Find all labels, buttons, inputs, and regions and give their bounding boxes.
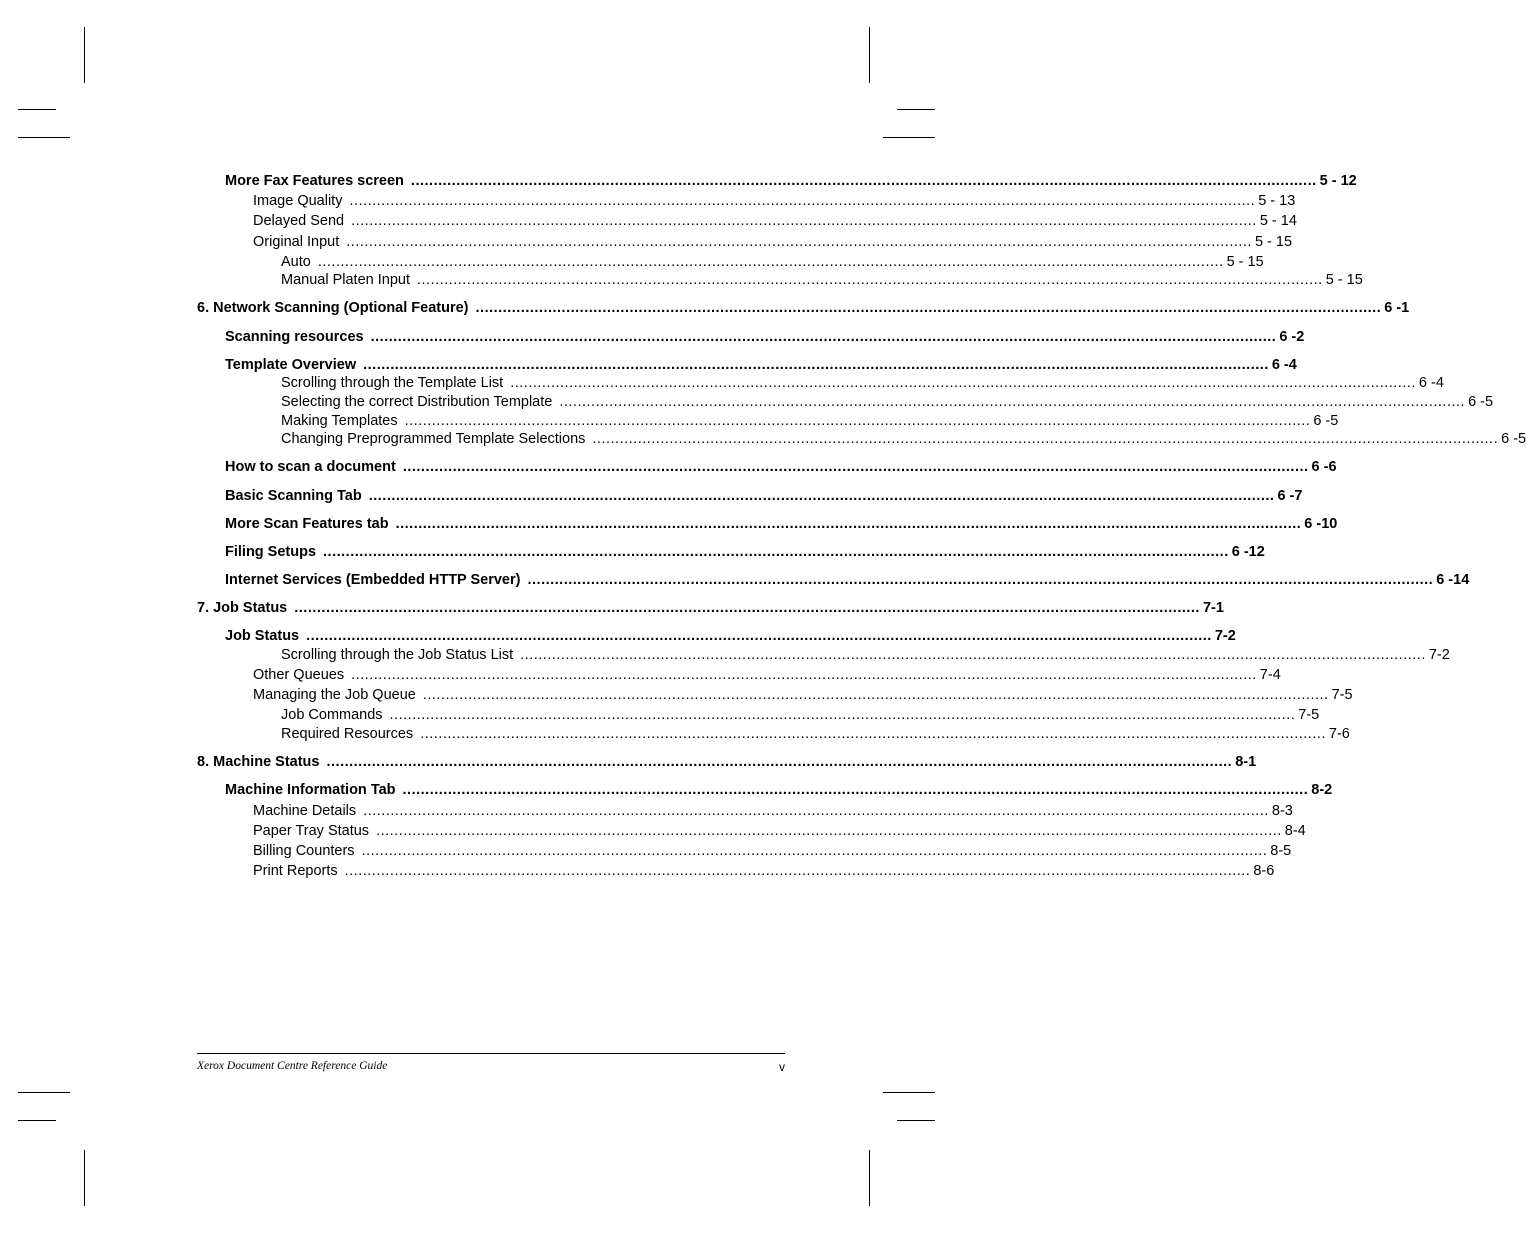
toc-entry-title: More Scan Features tab [225, 516, 389, 532]
toc-entry-title: Scanning resources [225, 329, 364, 345]
toc-entry-page: 5 - 13 [1258, 193, 1296, 209]
toc-entry[interactable] [253, 822, 1306, 840]
toc-entry[interactable] [253, 233, 1293, 251]
toc-dot-leader: ........................................................................................................................................................................................................ [527, 572, 1434, 588]
crop-mark [883, 137, 935, 138]
toc-entry-page: 5 - 12 [1319, 173, 1357, 189]
toc-dot-leader: ........................................................................................................................................................................................................ [395, 516, 1302, 532]
toc-entry-title: Filing Setups [225, 544, 317, 560]
toc-entry-page: 7-5 [1298, 707, 1320, 723]
toc-entry[interactable] [225, 487, 1303, 505]
toc-dot-leader: ........................................................................................................................................................................................................ [363, 803, 1269, 819]
toc-entry-title: Original Input [253, 234, 340, 250]
crop-mark [869, 1150, 870, 1206]
toc-dot-leader: ........................................................................................................................................................................................................ [370, 329, 1277, 345]
toc-entry[interactable] [225, 543, 1265, 561]
toc-entry-title: 6. Network Scanning (Optional Feature) [197, 300, 469, 316]
toc-entry[interactable] [253, 212, 1297, 230]
toc-dot-leader: ........................................................................................................................................................................................................ [416, 272, 1323, 288]
toc-entry[interactable] [225, 571, 1470, 589]
crop-mark [18, 1120, 56, 1121]
toc-entry-title: How to scan a document [225, 459, 396, 475]
crop-mark [869, 27, 870, 83]
toc-entry[interactable] [281, 271, 1363, 289]
toc-entry-page: 6 -4 [1418, 375, 1444, 391]
toc-entry-page: 6 -6 [1311, 459, 1337, 475]
toc-dot-leader: ........................................................................................................................................................................................................ [349, 193, 1256, 209]
toc-entry-title: Print Reports [253, 863, 338, 879]
toc-entry[interactable] [281, 725, 1350, 743]
toc-dot-leader: ........................................................................................................................................................................................................ [592, 431, 1499, 447]
toc-entry[interactable] [281, 253, 1264, 271]
toc-dot-leader: ........................................................................................................................................................................................................ [323, 544, 1229, 560]
toc-entry[interactable] [281, 393, 1494, 411]
toc-entry-title: Manual Platen Input [281, 272, 410, 288]
toc-entry-page: 6 -5 [1468, 394, 1494, 410]
toc-dot-leader: ........................................................................................................................................................................................................ [422, 687, 1329, 703]
toc-entry-page: 7-6 [1328, 726, 1350, 742]
toc-entry-title: Paper Tray Status [253, 823, 370, 839]
toc-entry-title: More Fax Features screen [225, 173, 404, 189]
toc-entry[interactable] [197, 599, 1224, 617]
toc-dot-leader: ........................................................................................................................................................................................................ [475, 300, 1382, 316]
toc-dot-leader: ........................................................................................................................................................................................................ [410, 173, 1317, 189]
toc-entry-title: Auto [281, 254, 311, 270]
toc-dot-leader: ........................................................................................................................................................................................................ [520, 647, 1426, 663]
toc-entry-page: 5 - 15 [1226, 254, 1264, 270]
toc-entry[interactable] [225, 627, 1236, 645]
toc-dot-leader: ........................................................................................................................................................................................................ [363, 357, 1269, 373]
toc-entry-page: 6 -10 [1304, 516, 1338, 532]
toc-entry[interactable] [225, 781, 1333, 799]
toc-entry[interactable] [225, 356, 1297, 374]
toc-entry-title: Required Resources [281, 726, 414, 742]
crop-mark [883, 1092, 935, 1093]
toc-dot-leader: ........................................................................................................................................................................................................ [402, 782, 1309, 798]
toc-dot-leader: ........................................................................................................................................................................................................ [368, 488, 1275, 504]
toc-entry-page: 5 - 15 [1254, 234, 1293, 250]
toc-entry[interactable] [225, 172, 1357, 190]
toc-entry-title: Changing Preprogrammed Template Selections [281, 431, 586, 447]
toc-dot-leader: ........................................................................................................................................................................................................ [361, 843, 1268, 859]
toc-entry[interactable] [225, 515, 1338, 533]
toc-entry-page: 5 - 14 [1259, 213, 1297, 229]
toc-entry[interactable] [253, 842, 1292, 860]
toc-entry-page: 7-2 [1214, 628, 1236, 644]
toc-entry[interactable] [253, 666, 1281, 684]
toc-entry-page: 8-6 [1253, 863, 1275, 879]
toc-dot-leader: ........................................................................................................................................................................................................ [376, 823, 1282, 839]
toc-entry-title: Internet Services (Embedded HTTP Server) [225, 572, 521, 588]
toc-entry-page: 6 -5 [1501, 431, 1526, 447]
toc-entry-title: 7. Job Status [197, 600, 288, 616]
footer-title: Xerox Document Centre Reference Guide [197, 1060, 388, 1072]
toc-entry-page: 8-3 [1271, 803, 1293, 819]
crop-mark [84, 27, 85, 83]
toc-dot-leader: ........................................................................................................................................................................................................ [402, 459, 1309, 475]
footer-rule [197, 1053, 785, 1054]
toc-dot-leader: ........................................................................................................................................................................................................ [420, 726, 1326, 742]
toc-entry[interactable] [253, 192, 1296, 210]
toc-entry-page: 6 -2 [1279, 329, 1305, 345]
crop-mark [897, 1120, 935, 1121]
toc-entry-page: 8-2 [1311, 782, 1333, 798]
toc-entry-title: Template Overview [225, 357, 357, 373]
toc-dot-leader: ........................................................................................................................................................................................................ [326, 754, 1233, 770]
toc-dot-leader: ........................................................................................................................................................................................................ [351, 213, 1257, 229]
toc-entry-title: Making Templates [281, 413, 398, 429]
toc-entry[interactable] [225, 458, 1337, 476]
toc-entry-page: 8-5 [1270, 843, 1292, 859]
toc-entry[interactable] [281, 646, 1450, 664]
toc-dot-leader: ........................................................................................................................................................................................................ [404, 413, 1311, 429]
crop-mark [18, 1092, 70, 1093]
toc-entry[interactable] [281, 430, 1526, 448]
toc-entry-page: 5 - 15 [1325, 272, 1363, 288]
toc-dot-leader: ........................................................................................................................................................................................................ [346, 234, 1252, 250]
crop-mark [18, 137, 70, 138]
toc-dot-leader: ........................................................................................................................................................................................................ [344, 863, 1251, 879]
toc-entry-title: Delayed Send [253, 213, 345, 229]
toc-entry-page: 6 -12 [1231, 544, 1265, 560]
toc-entry[interactable] [253, 862, 1275, 880]
toc-entry-page: 6 -7 [1277, 488, 1303, 504]
toc-entry[interactable] [197, 299, 1410, 317]
toc-entry[interactable] [253, 802, 1293, 820]
toc-entry-page: 7-2 [1428, 647, 1450, 663]
toc-entry-page: 8-4 [1284, 823, 1306, 839]
toc-entry[interactable] [197, 753, 1257, 771]
toc-entry-page: 7-5 [1331, 687, 1353, 703]
toc-entry-title: Selecting the correct Distribution Template [281, 394, 553, 410]
toc-entry-title: Basic Scanning Tab [225, 488, 362, 504]
toc-entry-title: Scrolling through the Job Status List [281, 647, 514, 663]
toc-dot-leader: ........................................................................................................................................................................................................ [559, 394, 1466, 410]
toc-entry-title: Scrolling through the Template List [281, 375, 504, 391]
crop-mark [897, 109, 935, 110]
toc-entry-page: 8-1 [1235, 754, 1257, 770]
toc-entry[interactable] [281, 374, 1444, 392]
toc-entry-title: Managing the Job Queue [253, 687, 416, 703]
toc-dot-leader: ........................................................................................................................................................................................................ [317, 254, 1224, 270]
toc-entry[interactable] [225, 328, 1305, 346]
crop-mark [18, 109, 56, 110]
toc-dot-leader: ........................................................................................................................................................................................................ [306, 628, 1212, 644]
crop-mark [84, 1150, 85, 1206]
toc-dot-leader: ........................................................................................................................................................................................................ [294, 600, 1200, 616]
toc-entry-page: 7-1 [1202, 600, 1224, 616]
toc-entry-page: 6 -14 [1436, 572, 1470, 588]
toc-dot-leader: ........................................................................................................................................................................................................ [351, 667, 1257, 683]
toc-entry-title: 8. Machine Status [197, 754, 320, 770]
toc-entry-title: Other Queues [253, 667, 345, 683]
toc-entry-title: Job Status [225, 628, 300, 644]
toc-dot-leader: ........................................................................................................................................................................................................ [510, 375, 1416, 391]
toc-dot-leader: ........................................................................................................................................................................................................ [389, 707, 1296, 723]
toc-entry-title: Image Quality [253, 193, 343, 209]
toc-entry[interactable] [281, 412, 1339, 430]
toc-entry-page: 6 -4 [1271, 357, 1297, 373]
toc-entry[interactable] [281, 706, 1320, 724]
toc-entry-title: Job Commands [281, 707, 383, 723]
toc-entry-title: Machine Details [253, 803, 357, 819]
footer-page-number: v [779, 1060, 785, 1074]
toc-entry-page: 6 -5 [1313, 413, 1339, 429]
toc-entry-page: 7-4 [1259, 667, 1281, 683]
toc-entry-title: Machine Information Tab [225, 782, 396, 798]
toc-entry-page: 6 -1 [1384, 300, 1410, 316]
toc-entry[interactable] [253, 686, 1353, 704]
toc-entry-title: Billing Counters [253, 843, 355, 859]
